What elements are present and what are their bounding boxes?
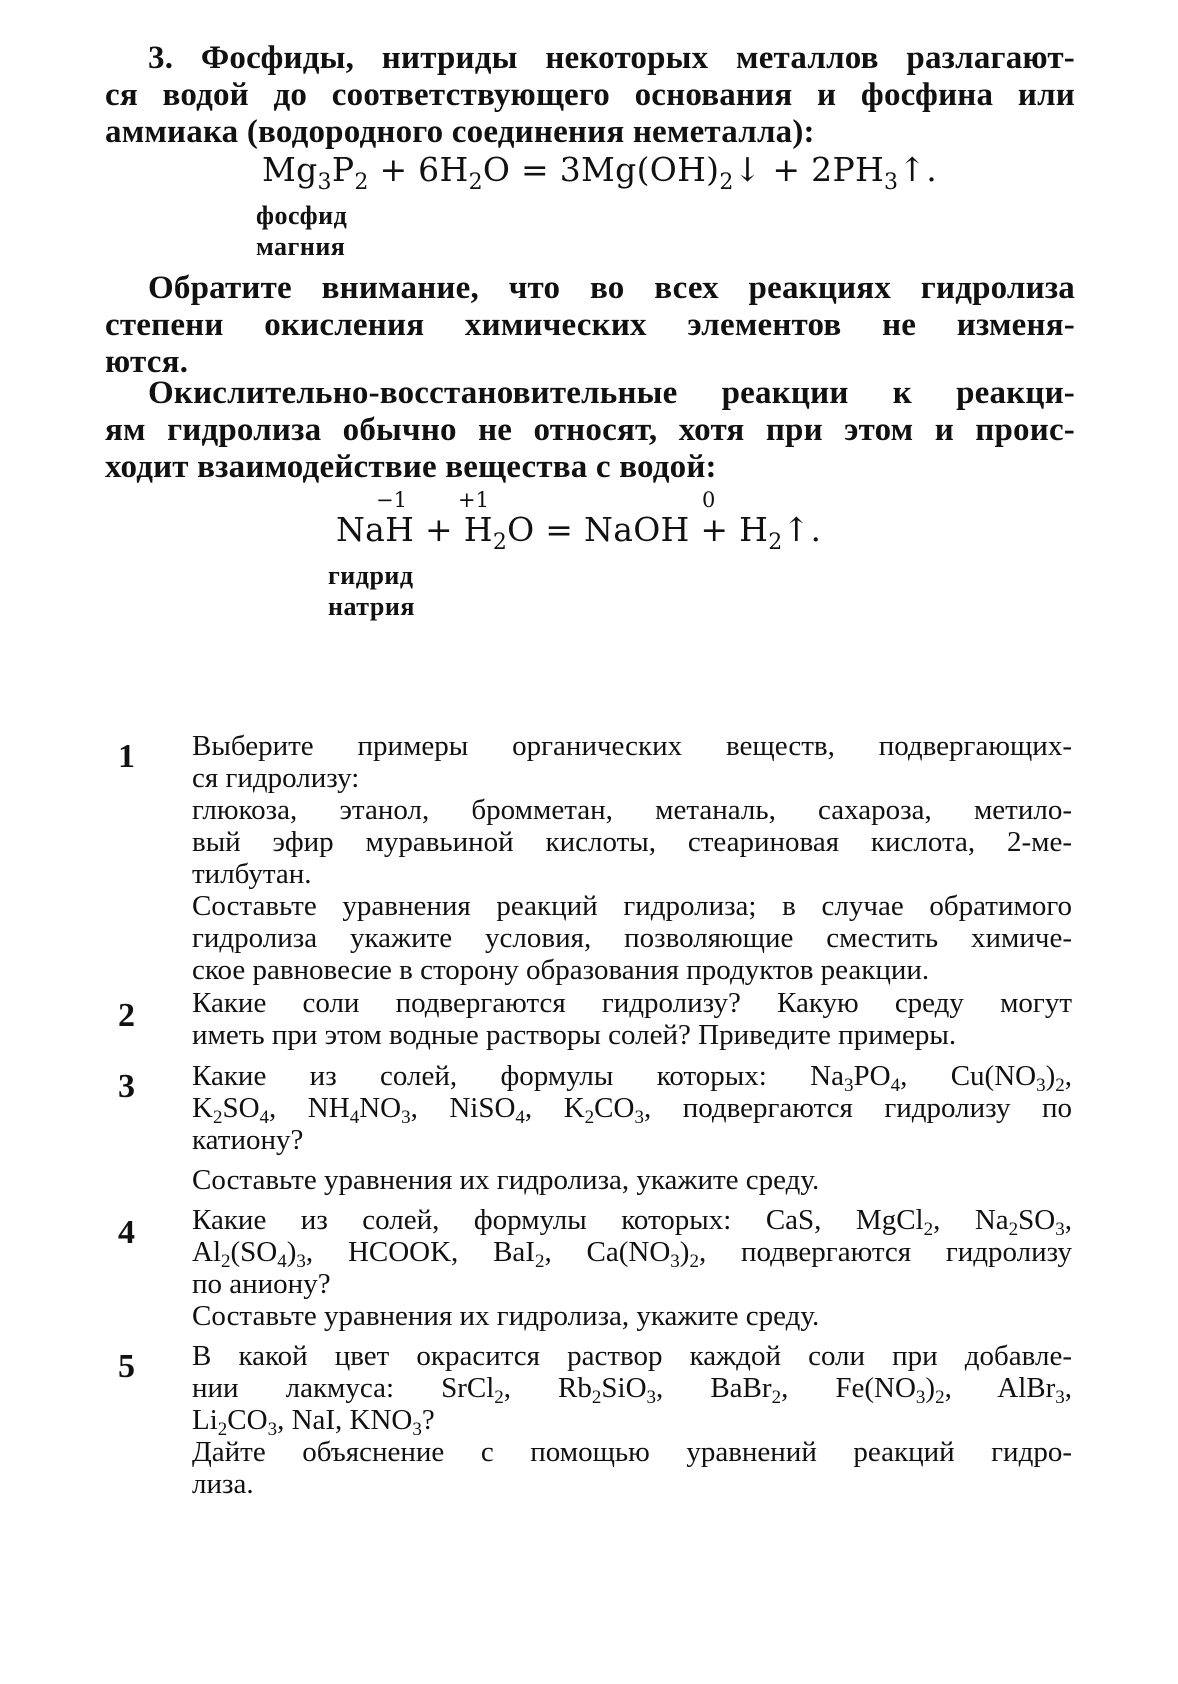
text-line: аммиака (водородного соединения неметалла): (105, 114, 815, 150)
task-number: 3 (118, 1068, 135, 1105)
text-line: ходит взаимодействие вещества с водой: (105, 449, 717, 485)
oxidation-number-hydrogen-gas: 0 (702, 488, 716, 512)
task-number: 4 (118, 1214, 135, 1251)
oxidation-number-hydride: −1 (376, 488, 407, 512)
paragraph-redox-reactions (105, 375, 1075, 486)
text-line: Обратите внимание, что во всех реакциях гидролиза (148, 270, 1075, 306)
paragraph-phosphides (105, 40, 1075, 151)
task-number: 1 (118, 738, 135, 775)
task-number: 2 (118, 997, 135, 1034)
paragraph-oxidation-states (105, 270, 1075, 381)
task-3: Какие из солей, формулы которых: $Na_3PO_4$, $Cu(NO_3)_2$, $K_2SO_4$, $NH_4NO_3$, NiSO$_4$, $K_2CO_3$, подвергаются гидролизу по катиону? Составьте уравнения их гидролиза, укажите среду. (192, 1060, 1073, 1196)
oxidation-number-water-hydrogen: +1 (458, 488, 489, 512)
text-line: степени окисления химических элементов не изменя- (105, 307, 1075, 343)
text-line: 3. Фосфиды, нитриды некоторых металлов разлагают- (148, 40, 1075, 76)
task-number: 5 (118, 1348, 135, 1385)
equation-nah-hydrolysis: NaH + $H_2O$ = NaOH + $H_2↑$. (336, 510, 822, 555)
task-1: Выберите примеры органических веществ, подвергающих- ся гидролизу: глюкоза, этанол, бромметан, метаналь, сахароза, метило- вый эфир муравьиной кислоты, стеариновая кислота, 2-ме- тилбутан. Составьте уравнения реакций гидролиза; в случае обратимого гидролиза укажите условия, позволяющие сместить химиче- ское равновесие в сторону образования продуктов реакции. (192, 730, 1072, 986)
equation-caption-sodium-hydride: гидрид натрия (328, 561, 415, 621)
task-2: Какие соли подвергаются гидролизу? Какую среду могут иметь при этом водные растворы солей? Приведите примеры. (192, 987, 1072, 1051)
text-line: ям гидролиза обычно не относят, хотя при этом и проис- (105, 412, 1075, 448)
equation-mg3p2-hydrolysis: $Mg_3P_2 + 6H_2O$ = $3Mg(OH)_2↓$ + $2PH_3↑$. (262, 150, 938, 195)
text-line: Окислительно-восстановительные реакции к реакци- (148, 375, 1075, 411)
task-5: В какой цвет окрасится раствор каждой соли при добавле- нии лакмуса: SrCl$_2$, $Rb_2SiO_3$, BaBr$_2$, $Fe(NO_3)_2$, AlBr$_3$, $Li_2CO_3$, NaI, $KNO_3$? Дайте объяснение с помощью уравнений реакций гидро- лиза. (192, 1340, 1073, 1500)
text-line: ются. (105, 344, 189, 380)
text-line: ся водой до соответствующего основания и фосфина или (105, 77, 1075, 113)
task-4: Какие из солей, формулы которых: CaS, MgCl$_2$, $Na_2SO_3$, $Al_2(SO_4)_3$, HCOOK, BaI$_2$, $Ca(NO_3)_2$, подвергаются гидролизу по аниону? Составьте уравнения их гидролиза, укажите среду. (192, 1204, 1072, 1332)
equation-caption-magnesium-phosphide: фосфид магния (256, 201, 348, 261)
